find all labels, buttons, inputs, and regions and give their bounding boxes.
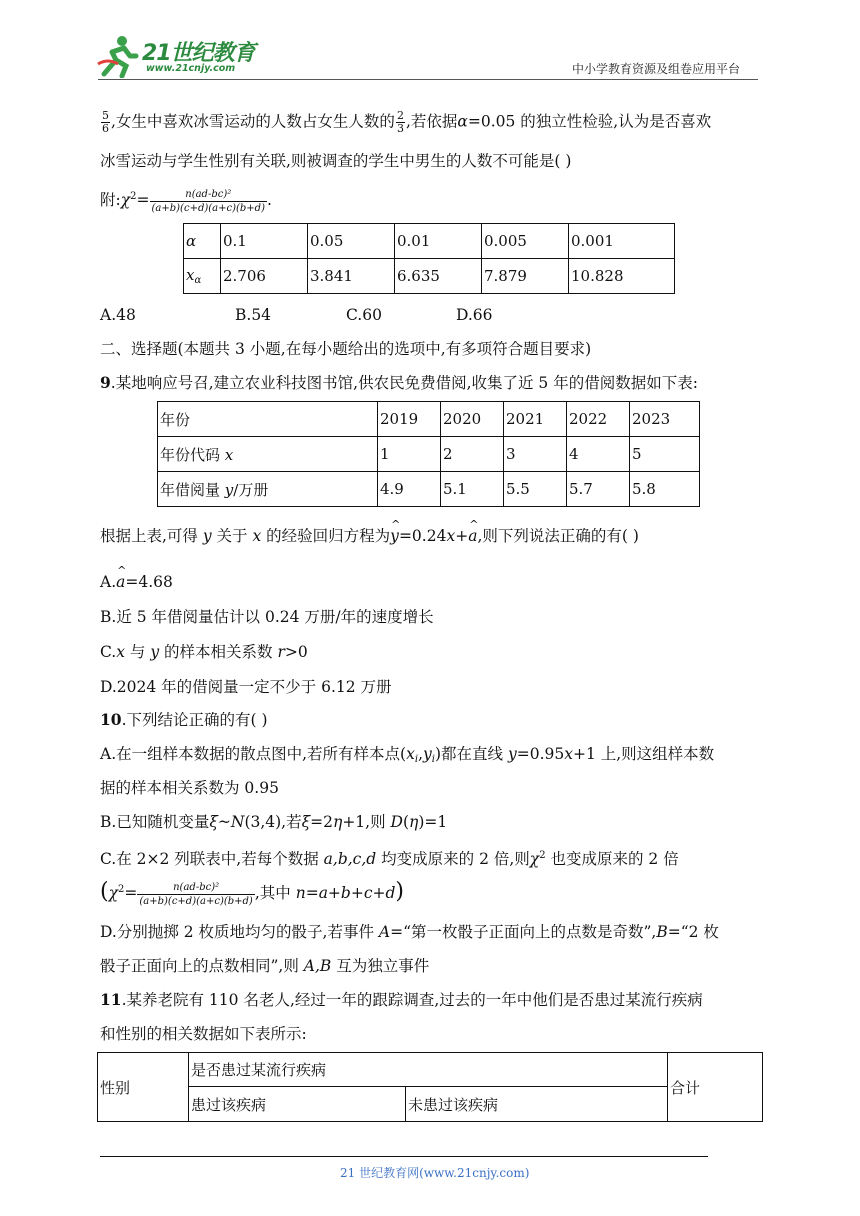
table-row: α 0.1 0.05 0.01 0.005 0.001 xyxy=(184,224,675,259)
site-logo xyxy=(96,34,256,78)
q10-option-a-line2: 据的样本相关系数为 0.95 xyxy=(100,779,279,797)
q10-stem: 10.下列结论正确的有( ) xyxy=(100,710,268,729)
q10-option-c-line2: ($\chi^2=$ $\frac{\text{n(ad-bc)²}}{(a+b)(c+d)(a+c)(b+d)}$ ,其中 n=a+b+c+d) xyxy=(100,879,405,907)
q11-stem-line2: 和性别的相关数据如下表所示: xyxy=(100,1025,307,1043)
q9-option-c[interactable]: C.x 与 y 的样本相关系数 r>0 xyxy=(100,643,308,661)
q9-stem: 9.某地响应号召,建立农业科技图书馆,供农民免费借阅,收集了近 5 年的借阅数据如下表: xyxy=(100,373,698,392)
table-row: 患过该疾病 未患过该疾病 xyxy=(98,1087,763,1122)
q9-option-d[interactable]: D.2024 年的借阅量一定不少于 6.12 万册 xyxy=(100,678,392,696)
logo-url: www.21cnjy.com xyxy=(146,63,236,74)
fraction-2-3: $\frac{2}{3}$ xyxy=(396,109,404,135)
chi-square-formula: 附$:\chi^2=$ $\frac{\text{n(ad-bc)²}}{(a+b)(c+d)(a+c)(b+d)}$ . xyxy=(100,188,272,214)
header-platform-text: 中小学教育资源及组卷应用平台 xyxy=(572,62,741,76)
table-row: 年份 2019 2020 2021 2022 2023 xyxy=(158,402,700,437)
table-row: 性别 是否患过某流行疾病 合计 xyxy=(98,1053,763,1087)
q10-option-b[interactable]: B.已知随机变量ξ~N(3,4),若ξ=2η+1,则 D(η)=1 xyxy=(100,813,448,831)
runner-logo-icon xyxy=(96,34,140,78)
critical-value-table xyxy=(183,223,675,294)
q8-option-b[interactable]: B.54 xyxy=(235,306,272,324)
disease-gender-table xyxy=(97,1052,763,1122)
q8-option-c[interactable]: C.60 xyxy=(346,306,382,324)
q9-regression-line: 根据上表,可得 y 关于 x 的经验回归方程为^ y=0.24x+^ a,则下列说法正确的有( ) xyxy=(100,525,639,547)
q10-option-d-line1[interactable]: D.分别抛掷 2 枚质地均匀的骰子,若事件 A=“第一枚骰子正面向上的点数是奇数”,B=“2 枚 xyxy=(100,923,719,941)
table-row: $x_\alpha$ 2.706 3.841 6.635 7.879 10.828 xyxy=(184,259,675,294)
q10-option-a-line1[interactable]: A.在一组样本数据的散点图中,若所有样本点$(x_i,y_i)$都在直线 y=0.95x+1 上,则这组样本数 xyxy=(100,745,715,765)
q8-option-d[interactable]: D.66 xyxy=(456,306,493,324)
q9-option-b[interactable]: B.近 5 年借阅量估计以 0.24 万册/年的速度增长 xyxy=(100,608,434,626)
q8-option-a[interactable]: A.48 xyxy=(100,306,136,324)
section-heading: 二、选择题(本题共 3 小题,在每小题给出的选项中,有多项符合题目要求) xyxy=(100,340,592,358)
table-row: 年份代码 x 1 2 3 4 5 xyxy=(158,437,700,472)
header-divider xyxy=(98,79,758,80)
table-row: 年借阅量 y/万册 4.9 5.1 5.5 5.7 5.8 xyxy=(158,472,700,507)
logo-title: 21世纪教育 xyxy=(142,41,255,66)
footer-site-link[interactable]: 21 世纪教育网(www.21cnjy.com) xyxy=(340,1166,530,1180)
q10-option-c-line1[interactable]: C.在 2×2 列联表中,若每个数据 a,b,c,d 均变成原来的 2 倍,则$\chi^2$ 也变成原来的 2 倍 xyxy=(100,850,679,868)
q11-stem-line1: 11.某养老院有 110 名老人,经过一年的跟踪调查,过去的一年中他们是否患过某流行疾病 xyxy=(100,990,703,1009)
borrowing-data-table xyxy=(157,401,700,507)
q8-stem-line1: $\frac{5}{6}$ ,女生中喜欢冰雪运动的人数占女生人数的 $\frac{2}{3}$ ,若依据α=0.05 的独立性检验,认为是否喜欢 xyxy=(102,109,712,135)
q10-option-d-line2: 骰子正面向上的点数相同”,则 A,B 互为独立事件 xyxy=(100,957,430,975)
q8-stem-line2: 冰雪运动与学生性别有关联,则被调查的学生中男生的人数不可能是( ) xyxy=(100,152,572,170)
q9-option-a[interactable]: A.^ a=4.68 xyxy=(100,571,173,593)
fraction-5-6: $\frac{5}{6}$ xyxy=(102,109,109,135)
footer-divider xyxy=(100,1156,708,1157)
